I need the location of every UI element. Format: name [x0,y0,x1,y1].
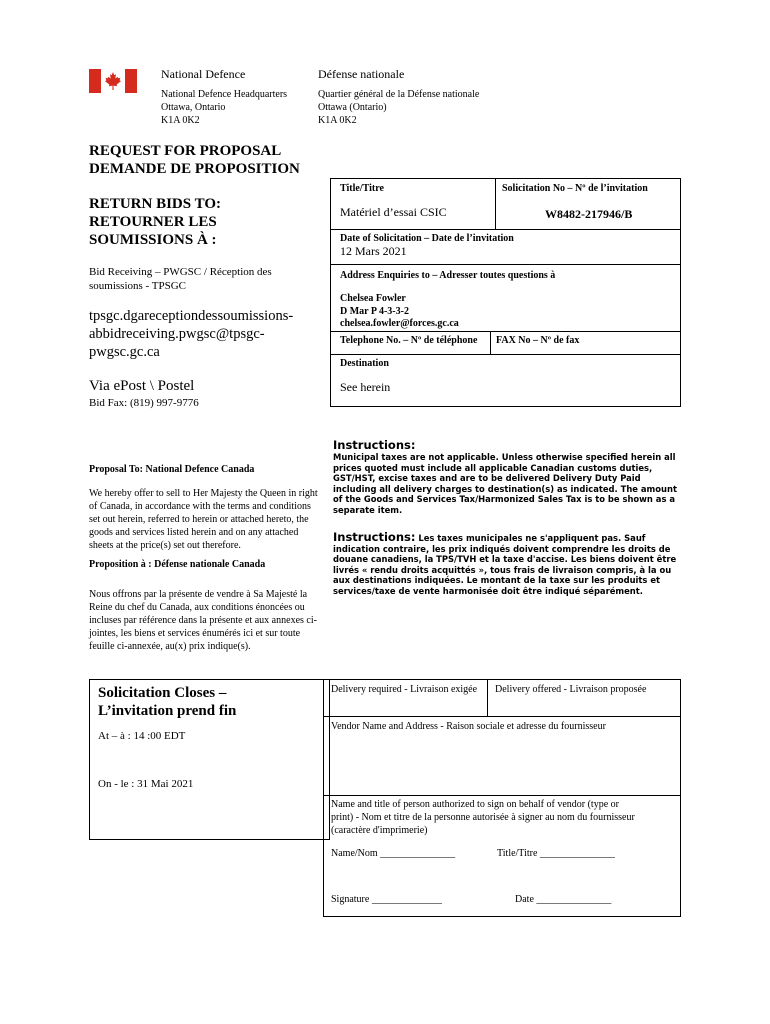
solicitation-number-value: W8482-217946/B [545,207,633,221]
authorized-person-label: Name and title of person authorized to sign on behalf of vendor (type or print) - Nom et titre de la personne autorisée à signer au nom du fournisseur (caractère d'imprimerie) [331,799,635,836]
instructions-fr-block [333,532,683,597]
table-divider [487,679,488,716]
document-title-en: REQUEST FOR PROPOSAL [89,143,282,159]
document-title-fr: DEMANDE DE PROPOSITION [89,161,300,177]
proposal-text-fr: Nous offrons par la présente de vendre à Sa Majesté la Reine du chef du Canada, aux conditions énoncées ou incluses par référence dans la présente et aux annexes ci-jointes, les biens et services énumérés ici et sur toute feuille ci-annexée, au(x) prix indique(s). [89,589,317,652]
delivery-required-label: Delivery required - Livraison exigée [331,684,478,695]
signature-field[interactable]: Signature ______________ [331,894,442,905]
closing-date: On - le : 31 Mai 2021 [98,778,194,790]
bid-email: tpsgc.dgareceptiondessoumissions- abbidreceiving.pwgsc@tpsgc- pwgsc.gc.ca [89,308,294,360]
title-field[interactable]: Title/Titre _______________ [497,848,615,859]
address-en: National Defence Headquarters Ottawa, Ontario K1A 0K2 [161,89,288,126]
delivery-method: Via ePost \ Postel [89,378,195,394]
maple-leaf-icon [101,69,125,93]
table-divider [495,178,496,229]
solicitation-number-label: Solicitation No – Nº de l’invitation [502,183,648,194]
destination-label: Destination [340,358,389,369]
table-divider [323,795,681,796]
department-name-fr: Défense nationale [318,67,405,81]
title-value: Matériel d’essai CSIC [340,205,447,219]
proposal-heading-en: Proposal To: National Defence Canada [89,464,255,475]
title-label: Title/Titre [340,183,384,194]
flag-red-bar-left [89,69,101,93]
department-name-en: National Defence [161,67,246,81]
instructions-fr-heading: Instructions: [333,530,416,544]
proposal-heading-fr: Proposition à : Défense nationale Canada [89,559,266,570]
table-divider [323,716,681,717]
table-divider [330,264,681,265]
instructions-fr-text: Les taxes municipales ne s'appliquent pas. Sauf indication contraire, les prix indiqués doivent comprendre les droits de douane canadiens, la TPS/TVH et la taxe d'accise. Les biens doivent être livrés « rendu droits acquittés », tous frais de livraison compris, à la ou aux destinations indiquées. Le montant de la taxe sur les produits et services/taxe de vente harmonisée doit être indiqué séparément. [333,533,677,596]
closing-time: At – à : 14 :00 EDT [98,730,186,742]
table-divider [330,331,681,332]
solicitation-closes-heading: Solicitation Closes – L’invitation prend fin [98,685,237,719]
contact-name: Chelsea Fowler [340,293,406,304]
proposal-text-en: We hereby offer to sell to Her Majesty the Queen in right of Canada, in accordance with the terms and conditions set out herein, referred to herein or attached hereto, the goods and services listed herein and on any attached sheets at the price(s) set out therefore. [89,488,318,551]
solicitation-date-label: Date of Solicitation – Date de l’invitation [340,233,514,244]
bid-fax: Bid Fax: (819) 997-9776 [89,397,199,409]
return-bids-heading: RETURN BIDS TO: RETOURNER LES SOUMISSIONS À : [89,196,221,248]
telephone-label: Telephone No. – Nº de téléphone [340,335,478,346]
fax-label: FAX No – Nº de fax [496,335,580,346]
vendor-name-address-label: Vendor Name and Address - Raison sociale et adresse du fournisseur [331,721,606,732]
enquiries-label: Address Enquiries to – Adresser toutes questions à [340,270,556,281]
solicitation-date-value: 12 Mars 2021 [340,244,407,258]
instructions-en-text: Municipal taxes are not applicable. Unless otherwise specified herein all prices quoted must include all applicable Canadian customs duties, GST/HST, excise taxes and are to be delivered Delivery Duty Paid including all delivery charges to destination(s) as indicated. The amount of the Goods and Services Tax/Harmonized Sales Tax is to be shown as a separate item. [333,452,677,515]
contact-email: chelsea.fowler@forces.gc.ca [340,318,459,329]
flag-red-bar-right [125,69,137,93]
bid-receiving-text: Bid Receiving – PWGSC / Réception des soumissions - TPSGC [89,266,272,292]
table-divider [490,331,491,354]
date-field[interactable]: Date _______________ [515,894,612,905]
name-field[interactable]: Name/Nom _______________ [331,848,456,859]
contact-department: D Mar P 4-3-3-2 [340,306,409,317]
delivery-offered-label: Delivery offered - Livraison proposée [495,684,647,695]
table-divider [330,354,681,355]
canada-flag-icon [89,69,137,93]
address-fr: Quartier général de la Défense nationale Ottawa (Ontario) K1A 0K2 [318,89,480,126]
table-divider [330,229,681,230]
instructions-heading: Instructions: [333,438,416,452]
destination-value: See herein [340,380,391,394]
